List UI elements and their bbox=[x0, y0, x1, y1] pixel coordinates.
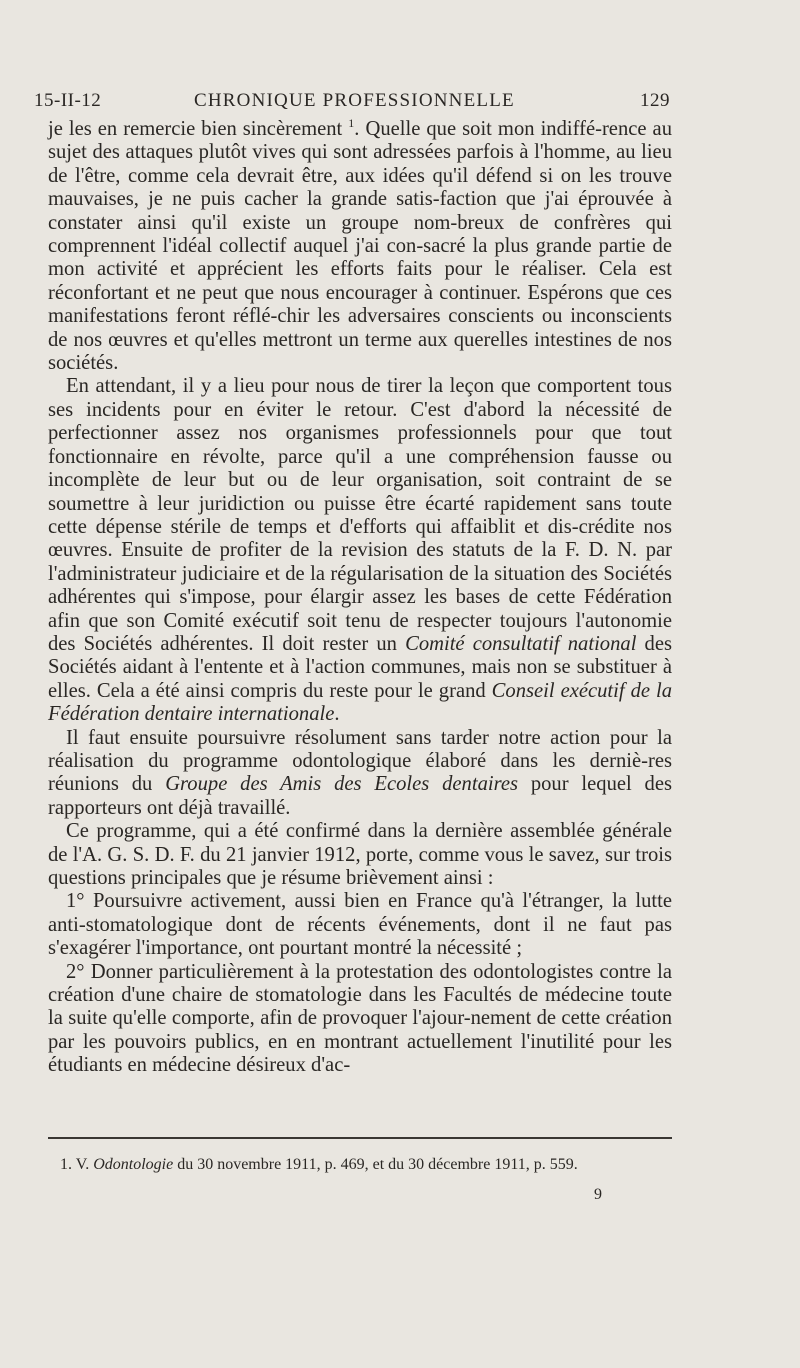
list-item-1: 1° Poursuivre activement, aussi bien en France qu'à l'étranger, la lutte anti-stomatologique dont de récents événements, dont il ne faut pas s'exagérer l'importance, ont pourtant montré la nécessité ; bbox=[48, 890, 672, 960]
running-head bbox=[34, 90, 670, 116]
paragraph-4: Ce programme, qui a été confirmé dans la dernière assemblée générale de l'A. G. S. D. F. du 21 janvier 1912, porte, comme vous le savez, sur trois questions principales que je résume brièvement ainsi : bbox=[48, 820, 672, 889]
emphasis-comite: Comité consultatif national bbox=[405, 632, 637, 655]
paragraph-1: je les en remercie bien sincèrement $^1$. Quelle que soit mon indiffé-rence au sujet des attaques plutôt vives qui sont adressées parfois à l'homme, au lieu de l'être, comme cela devrait être, aux idées qu'il défend si on les trouve mauvaises, je ne puis cacher la grande satis-faction que j'ai éprouvée à constater ainsi qu'il existe un groupe nom-breux de confrères qui comprennent l'idéal collectif auquel j'ai con-sacré la plus grande partie de mon activité et apprécient les efforts faits pour le réaliser. Cela est réconfortant et ne peut que nous encourager à continuer. Espérons que ces manifestations feront réflé-chir les adversaires conscients ou inconscients de nos œuvres et qu'elles mettront un terme aux querelles intestines de nos sociétés. bbox=[48, 116, 672, 375]
signature-mark: 9 bbox=[594, 1186, 602, 1203]
list-item-2: 2° Donner particulièrement à la protestation des odontologistes contre la création d'une chaire de stomatologie dans les Facultés de médecine toute la suite qu'elle comporte, afin de provoquer l'ajour-nement de cette création par les pouvoirs publics, en en montrant actuellement l'inutilité pour les étudiants en médecine désireux d'ac- bbox=[48, 960, 672, 1077]
emphasis-conseil: Conseil exécutif de la Fédération dentaire internationale bbox=[48, 679, 672, 726]
header-date: 15-II-12 bbox=[34, 90, 102, 111]
paragraph-3: Il faut ensuite poursuivre résolument sans tarder notre action pour la réalisation du programme odontologique élaboré dans les derniè-res réunions du Groupe des Amis des Ecoles dentaires pour lequel des rapporteurs ont déjà travaillé. bbox=[48, 726, 673, 819]
header-title: CHRONIQUE PROFESSIONNELLE bbox=[194, 90, 515, 111]
footnote: 1. V. Odontologie du 30 novembre 1911, p. 469, et du 30 décembre 1911, p. 559. bbox=[60, 1156, 578, 1173]
page-number: 129 bbox=[640, 90, 670, 111]
paragraph-2: En attendant, il y a lieu pour nous de tirer la leçon que comportent tous ses incidents pour en éviter le retour. C'est d'abord la nécessité de perfectionner assez nos organismes professionnels pour que tout fonctionnaire en révolte, parce qu'il a une compréhension fausse ou incomplète de leur but ou de leur organisation, soit contraint de se soumettre à leur juridiction ou puisse être écarté rapidement sans toute cette dépense stérile de temps et d'efforts qui affaiblit et dis-crédite nos œuvres. Ensuite de profiter de la revision des statuts de la F. D. N. par l'administrateur judiciaire et de la régularisation de la situation des Sociétés adhérentes qui s'impose, pour élargir assez les bases de cette Fédération afin que son Comité exécutif soit tenu de respecter toujours l'autonomie des Sociétés adhérentes. Il doit rester un Comité consultatif national des Sociétés aidant à l'entente et à l'action communes, mais non se substituer à elles. Cela a été ainsi compris du reste pour le grand Conseil exécutif de la Fédération dentaire internationale. bbox=[48, 375, 672, 726]
footnote-journal: Odontologie bbox=[93, 1156, 174, 1173]
footnote-divider bbox=[48, 1137, 672, 1139]
emphasis-groupe: Groupe des Amis des Ecoles dentaires bbox=[165, 773, 518, 796]
footnote-ref: 1 bbox=[348, 116, 355, 130]
body-text bbox=[48, 118, 672, 1078]
